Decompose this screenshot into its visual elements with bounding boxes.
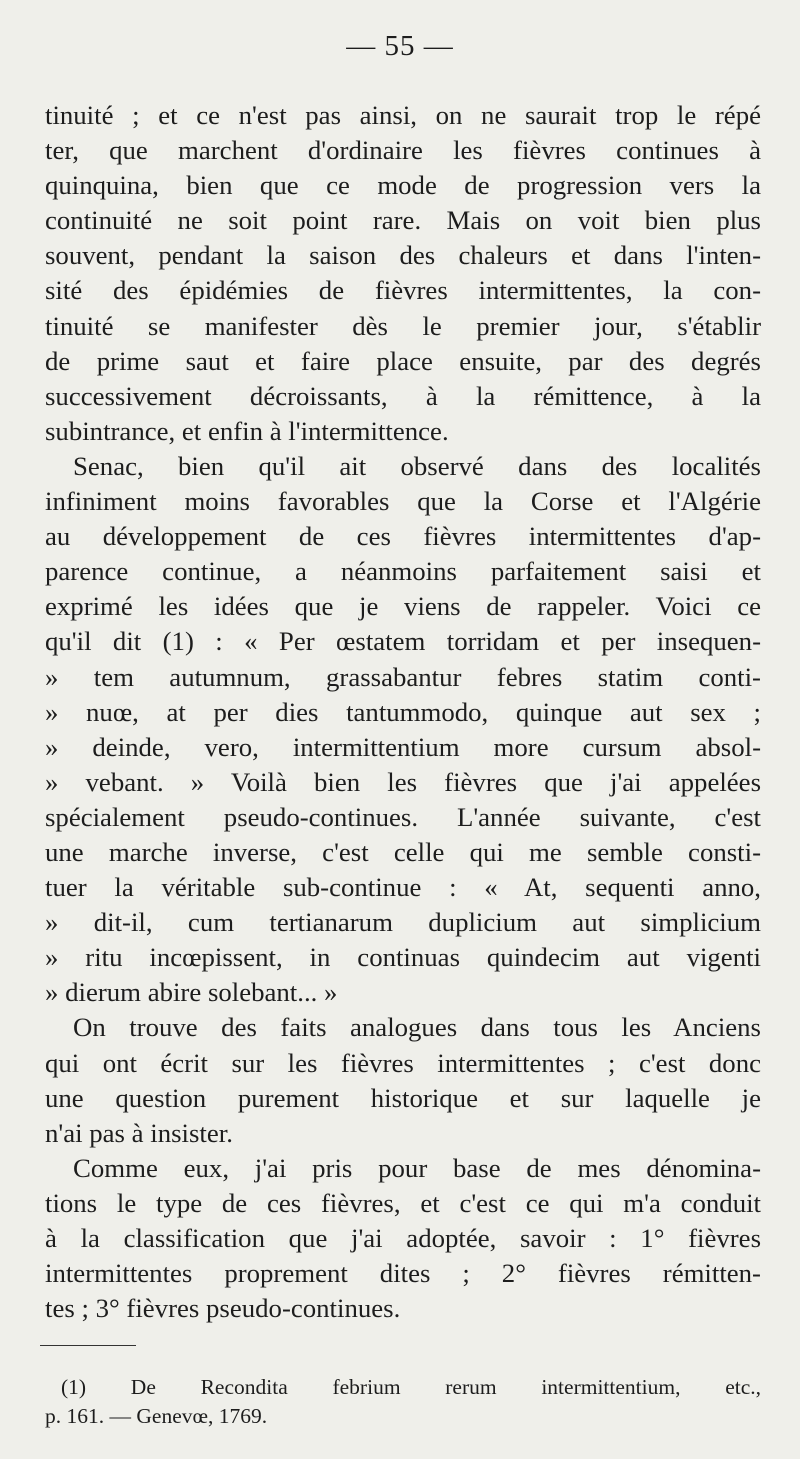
text-line: » tem autumnum, grassabantur febres statim conti- — [45, 661, 761, 692]
text-line: tinuité se manifester dès le premier jour, s'établir — [45, 310, 761, 341]
text-line: subintrance, et enfin à l'intermittence. — [45, 415, 449, 446]
text-line: qu'il dit (1) : « Per œstatem torridam et per insequen- — [45, 626, 761, 657]
text-line: sité des épidémies de fièvres intermittentes, la con- — [45, 275, 761, 306]
text-line: une question purement historique et sur laquelle je — [45, 1082, 761, 1113]
text-line: n'ai pas à insister. — [45, 1117, 233, 1148]
text-line: On trouve des faits analogues dans tous les Anciens — [73, 1012, 761, 1043]
text-line: parence continue, a néanmoins parfaitement saisi et — [45, 556, 761, 587]
text-line: Comme eux, j'ai pris pour base de mes dénomina- — [73, 1152, 761, 1183]
text-line: au développement de ces fièvres intermittentes d'ap- — [45, 521, 761, 552]
text-line: » ritu incœpissent, in continuas quindecim aut vigenti — [45, 942, 761, 973]
footnote — [45, 1373, 761, 1431]
text-line: » dit-il, cum tertianarum duplicium aut simplicium — [45, 907, 761, 938]
text-line: continuité ne soit point rare. Mais on voit bien plus — [45, 205, 761, 236]
text-line: spécialement pseudo-continues. L'année suivante, c'est — [45, 801, 761, 832]
text-line: » dierum abire solebant... » — [45, 977, 338, 1008]
text-line: » deinde, vero, intermittentium more cursum absol- — [45, 731, 761, 762]
page-number: — 55 — — [346, 30, 454, 62]
text-line: qui ont écrit sur les fièvres intermittentes ; c'est donc — [45, 1047, 761, 1078]
text-line: tinuité ; et ce n'est pas ainsi, on ne saurait trop le répé — [45, 100, 761, 130]
text-line: successivement décroissants, à la rémittence, à la — [45, 380, 761, 411]
text-line: Senac, bien qu'il ait observé dans des localités — [73, 450, 761, 481]
footnote-line: (1) De Recondita febrium rerum intermittentium, etc., — [61, 1375, 761, 1399]
text-line: à la classification que j'ai adoptée, savoir : 1° fièvres — [45, 1223, 761, 1253]
text-line: tes ; 3° fièvres pseudo-continues. — [45, 1293, 401, 1324]
footnote-line: p. 161. — Genevœ, 1769. — [45, 1404, 268, 1428]
text-line: intermittentes proprement dites ; 2° fièvres rémitten- — [45, 1258, 761, 1289]
text-line: exprimé les idées que je viens de rappeler. Voici ce — [45, 591, 761, 622]
text-line: quinquina, bien que ce mode de progression vers la — [45, 170, 761, 201]
text-line: une marche inverse, c'est celle qui me semble consti- — [45, 836, 761, 867]
text-line: » vebant. » Voilà bien les fièvres que j'ai appelées — [45, 766, 761, 797]
text-line: souvent, pendant la saison des chaleurs et dans l'inten- — [45, 240, 761, 271]
text-line: tuer la véritable sub-continue : « At, sequenti anno, — [45, 872, 761, 903]
footnote-divider — [40, 1345, 136, 1346]
text-line: de prime saut et faire place ensuite, par des degrés — [45, 345, 761, 376]
text-line: infiniment moins favorables que la Corse et l'Algérie — [45, 486, 761, 517]
text-line: tions le type de ces fièvres, et c'est ce qui m'a conduit — [45, 1187, 761, 1218]
text-line: » nuœ, at per dies tantummodo, quinque aut sex ; — [45, 696, 761, 727]
body-text — [45, 98, 761, 1326]
text-line: ter, que marchent d'ordinaire les fièvres continues à — [45, 135, 761, 166]
